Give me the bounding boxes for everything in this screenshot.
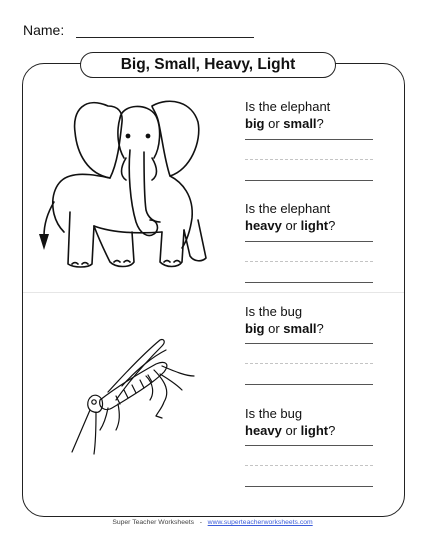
name-label: Name: <box>23 22 65 38</box>
option-connector: or <box>281 423 301 438</box>
question-elephant-weight <box>245 200 335 234</box>
elephant-illustration <box>30 92 230 276</box>
question-mark: ? <box>328 423 336 438</box>
footer-brand: Super Teacher Worksheets <box>112 519 195 526</box>
question-prefix: Is the bug <box>245 406 303 421</box>
answer-line <box>245 180 373 181</box>
option-a: heavy <box>245 423 282 438</box>
option-a: big <box>245 321 265 336</box>
footer-url-link[interactable]: www.superteacherworksheets.com <box>207 519 313 526</box>
option-b: light <box>300 423 329 438</box>
answer-line <box>245 343 373 344</box>
question-prefix: Is the elephant <box>245 201 331 216</box>
answer-line <box>245 486 373 487</box>
option-a: big <box>245 116 265 131</box>
question-elephant-size <box>245 98 330 132</box>
section-divider <box>23 292 404 293</box>
answer-line <box>245 282 373 283</box>
answer-guide-line <box>245 465 373 466</box>
question-mark: ? <box>328 218 336 233</box>
question-prefix: Is the bug <box>245 304 303 319</box>
name-line <box>76 37 254 38</box>
option-connector: or <box>281 218 301 233</box>
question-bug-size <box>245 303 324 337</box>
footer-separator: - <box>199 519 202 526</box>
answer-line <box>245 139 373 140</box>
option-connector: or <box>264 116 284 131</box>
option-b: light <box>300 218 329 233</box>
answer-line <box>245 384 373 385</box>
question-prefix: Is the elephant <box>245 99 331 114</box>
option-connector: or <box>264 321 284 336</box>
option-b: small <box>283 321 317 336</box>
question-mark: ? <box>316 116 324 131</box>
worksheet-title: Big, Small, Heavy, Light <box>80 52 336 78</box>
answer-guide-line <box>245 159 373 160</box>
answer-line <box>245 445 373 446</box>
question-bug-weight <box>245 405 335 439</box>
option-b: small <box>283 116 317 131</box>
answer-line <box>245 241 373 242</box>
footer <box>0 519 425 526</box>
answer-guide-line <box>245 363 373 364</box>
question-mark: ? <box>316 321 324 336</box>
answer-guide-line <box>245 261 373 262</box>
bug-illustration <box>58 330 218 456</box>
option-a: heavy <box>245 218 282 233</box>
